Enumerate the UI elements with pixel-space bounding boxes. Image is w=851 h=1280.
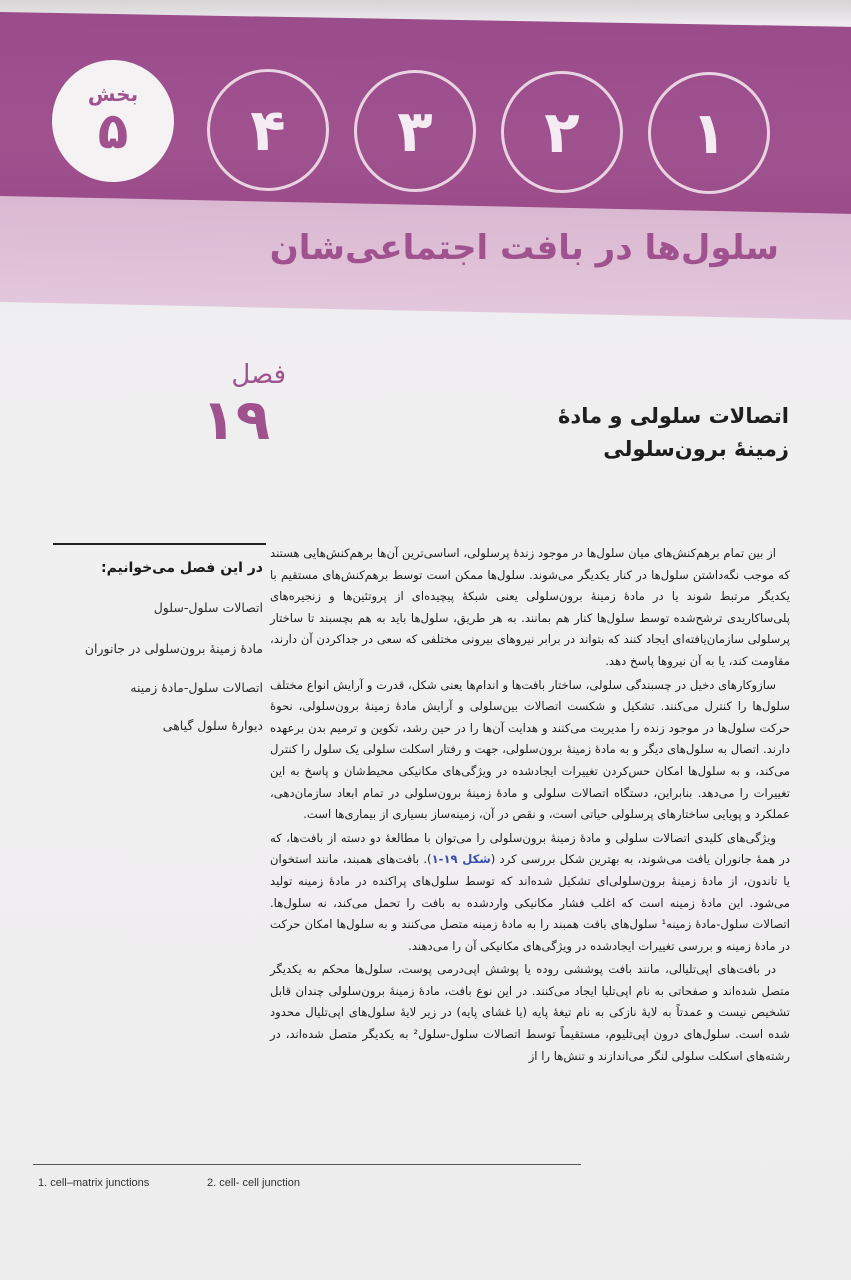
figure-reference[interactable]: شکل ۱۹-۱ (431, 852, 491, 867)
sidebar-divider (53, 543, 266, 545)
chapter-title (429, 400, 789, 466)
chapter-title-line: اتصالات سلولی و مادۀ (558, 404, 789, 428)
paragraph-text: ). بافت‌های همبند، مانند استخوان یا تاندون، از مادۀ زمینۀ برون‌سلولی‌ای تشکیل شده‌اند که توسط سلول‌های پراکنده در مادۀ زمینه تولید می‌شود. این مادۀ زمینه است که اغلب فشار مکانیکی واردشده به بافت را تحمل می‌کند، نه سلول‌ها. اتصالات سلول-مادۀ زمینه¹ سلول‌های بافت همبند را به مادۀ زمینه متصل می‌کنند و به سلول‌ها امکان حرکت در مادۀ زمینه و بررسی تغییرات ایجادشده در ویژگی‌های مکانیکی آن را می‌دهند. (270, 852, 790, 953)
part-circle: ۱ (648, 72, 770, 194)
chapter-title-line: زمینۀ برون‌سلولی (603, 437, 789, 461)
footnote: 1. cell–matrix junctions (38, 1177, 150, 1189)
sidebar-item: دیوارۀ سلول گیاهی (162, 718, 263, 733)
part-circle: ۴ (207, 69, 329, 191)
footnote: 2. cell- cell junction (207, 1177, 300, 1189)
chapter-word: فصل (231, 360, 286, 390)
paragraph-text: ویژگی‌های کلیدی اتصالات سلولی و مادۀ زمینۀ برون‌سلولی را می‌توان با مطالعۀ دو دسته از بافت‌ها، که در همۀ جانوران یافت می‌شوند، به بهترین شکل بررسی کرد ( (270, 830, 790, 867)
sidebar-item: مادۀ زمینۀ برون‌سلولی در جانوران (84, 641, 263, 656)
sidebar-heading: در این فصل می‌خوانیم: (100, 560, 263, 576)
part-5-circle (52, 60, 174, 182)
sidebar-item: اتصالات سلول-سلول (153, 600, 263, 615)
paragraph: در بافت‌های اپی‌تلیالی، مانند بافت پوششی روده یا پوشش اپی‌درمی پوست، سلول‌ها محکم به یکدیگر متصل شده‌اند و صفحاتی به نام اپی‌تلیا ایجاد می‌کنند. در این نوع بافت، مادۀ زمینۀ برون‌سلولی چندان قابل تشخیص نیست و عمدتاً به لایۀ نازکی به نام تیغۀ پایه (یا غشای پایه) در زیر لایۀ سلول‌های اپی‌تلیال محدود شده است. سلول‌های درون اپی‌تلیوم، مستقیماً توسط اتصالات سلول-سلول² به یکدیگر متصل شده‌اند، در رشته‌های اسکلت سلولی لنگر می‌اندازند و تنش‌ها را از (270, 962, 790, 1063)
sidebar-item: اتصالات سلول-مادۀ زمینه (130, 680, 263, 695)
paragraph (270, 828, 790, 958)
paragraph: سازوکارهای دخیل در چسبندگی سلولی، ساختار بافت‌ها و اندام‌ها یعنی شکل، قدرت و آرایش انواع مختلف سلول‌ها را کنترل می‌کنند. تشکیل و شکست اتصالات بین‌سلولی و آرایش مادۀ زمینۀ برون‌سلولی، نحوۀ حرکت سلول‌ها در موجود زنده را مدیریت می‌کنند و هدایت آن‌ها را در حین رشد، تکوین و ترمیم بدن برعهده دارند. اتصال به سلول‌های دیگر و به مادۀ زمینۀ برون‌سلولی، جهت و رفتار اسکلت سلولی یک سلول را کنترل می‌کند، و به سلول‌ها امکان حس‌کردن تغییرات ایجادشده در ویژگی‌های مکانیکی محیط‌شان و پاسخ به این تغییرات را می‌دهد. بنابراین، دستگاه اتصالات سلولی و مادۀ زمینۀ برون‌سلولی در تمام ابعاد سازمان‌دهی، عملکرد و پویایی ساختارهای پرسلولی حیاتی است، و نقص در آن، زمینه‌ساز بسیاری از بیماری‌ها است. (270, 677, 790, 822)
part-circle: ۲ (501, 71, 623, 193)
footnote-divider (33, 1164, 581, 1165)
part-title: سلول‌ها در بافت اجتماعی‌شان (269, 228, 779, 268)
chapter-number: ۱۹ (201, 388, 270, 453)
part-label: بخش (87, 82, 139, 106)
part-circle: ۳ (354, 70, 476, 192)
body-text (270, 543, 790, 1069)
paragraph: از بین تمام برهم‌کنش‌های میان سلول‌ها در موجود زندۀ پرسلولی، اساسی‌ترین آن‌ها برهم‌کنش‌هایی هستند که موجب نگه‌داشتن سلول‌ها در کنار یکدیگر می‌شوند. سلول‌ها ممکن است توسط برهم‌کنش‌های مستقیم با یکدیگر مرتبط شوند یا در مادۀ زمینۀ برون‌سلولی یعنی شبکۀ پیچیده‌ای از پروتئین‌ها و زنجیره‌های پلی‌ساکاریدی ترشح‌شده توسط سلول‌ها کنار هم بمانند. به هر طریق، سلول‌ها باید به هم بچسبند تا ساختار پرسلولی سازمان‌یافته‌ای ایجاد کنند که بتواند در برابر نیروهای بیرونی مختلفی که سعی در جداکردن آن دارند، مقاومت کند، یا به آن نیروها پاسخ دهد. (270, 546, 790, 668)
part-number: ۵ (97, 102, 129, 160)
